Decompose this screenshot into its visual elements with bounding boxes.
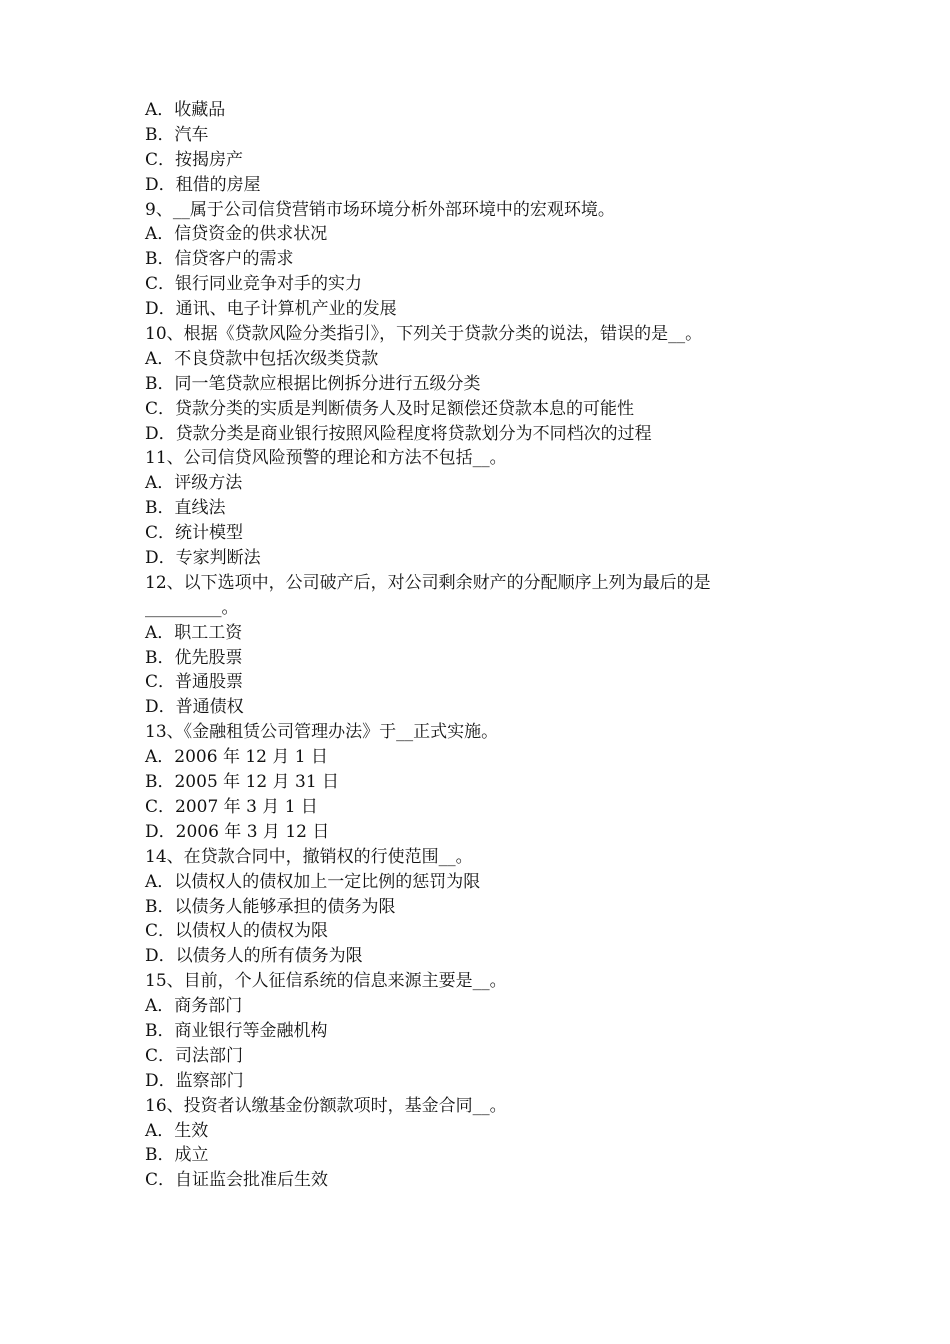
- option-text: D．普通债权: [145, 697, 244, 718]
- question-text: 13、《金融租赁公司管理办法》于__正式实施。: [145, 722, 499, 743]
- option-text: B．汽车: [145, 124, 209, 145]
- option-text: D．监察部门: [145, 1070, 244, 1091]
- document-body: [145, 98, 845, 1193]
- question-text: 16、投资者认缴基金份额款项时，基金合同__。: [145, 1095, 507, 1116]
- option-text: C．自证监会批准后生效: [145, 1170, 329, 1191]
- option-text: D．以债务人的所有债务为限: [145, 946, 363, 967]
- option-text: D．2006 年 3 月 12 日: [145, 821, 330, 842]
- option-text: B．优先股票: [145, 647, 243, 668]
- option-text: C．银行同业竞争对手的实力: [145, 274, 363, 295]
- option-text: D．贷款分类是商业银行按照风险程度将贷款划分为不同档次的过程: [145, 423, 652, 444]
- option-text: A．2006 年 12 月 1 日: [145, 747, 329, 768]
- option-text: C．2007 年 3 月 1 日: [145, 796, 318, 817]
- option-text: B．成立: [145, 1145, 209, 1166]
- option-text: A．职工工资: [145, 622, 243, 643]
- question-text: 12、以下选项中，公司破产后，对公司剩余财产的分配顺序上列为最后的是: [145, 572, 711, 593]
- option-text: B．以债务人能够承担的债务为限: [145, 896, 396, 917]
- option-text: A．评级方法: [145, 473, 243, 494]
- option-text: C．以债权人的债权为限: [145, 921, 329, 942]
- option-text: C．按揭房产: [145, 149, 244, 170]
- text-line: _________。: [145, 597, 239, 618]
- option-text: A．生效: [145, 1120, 209, 1141]
- option-text: C．普通股票: [145, 672, 244, 693]
- option-text: A．收藏品: [145, 100, 226, 120]
- option-text: B．商业银行等金融机构: [145, 1020, 328, 1041]
- option-text: C．统计模型: [145, 523, 244, 544]
- option-text: A．不良贷款中包括次级类贷款: [145, 348, 379, 369]
- question-text: 9、__属于公司信贷营销市场环境分析外部环境中的宏观环境。: [145, 199, 615, 220]
- option-text: B．信贷客户的需求: [145, 249, 294, 270]
- question-text: 15、目前，个人征信系统的信息来源主要是__。: [145, 971, 507, 992]
- option-text: B．2005 年 12 月 31 日: [145, 772, 340, 793]
- option-text: D．通讯、电子计算机产业的发展: [145, 299, 397, 320]
- option-text: A．信贷资金的供求状况: [145, 224, 328, 245]
- option-text: D．专家判断法: [145, 548, 261, 569]
- option-text: A．以债权人的债权加上一定比例的惩罚为限: [145, 871, 481, 892]
- option-text: D．租借的房屋: [145, 174, 261, 195]
- option-text: B．同一笔贷款应根据比例拆分进行五级分类: [145, 373, 481, 394]
- question-text: 14、在贷款合同中，撤销权的行使范围__。: [145, 846, 473, 867]
- option-text: C．贷款分类的实质是判断债务人及时足额偿还贷款本息的可能性: [145, 398, 635, 419]
- option-text: B．直线法: [145, 498, 226, 519]
- option-text: A．商务部门: [145, 996, 243, 1017]
- question-text: 10、根据《贷款风险分类指引》，下列关于贷款分类的说法，错误的是__。: [145, 324, 703, 345]
- question-text: 11、公司信贷风险预警的理论和方法不包括__。: [145, 448, 507, 469]
- option-text: C．司法部门: [145, 1045, 244, 1066]
